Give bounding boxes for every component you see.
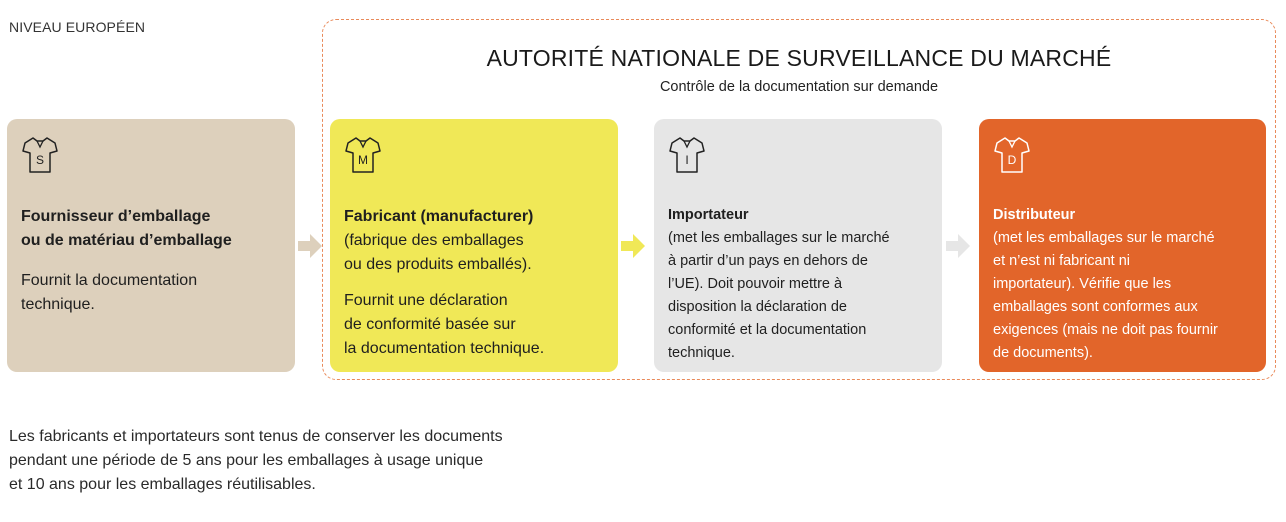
card-text-line: Fournit une déclaration (344, 292, 508, 309)
card-title-line: Importateur (668, 207, 749, 223)
footnote-line: Les fabricants et importateurs sont tenus de conserver les documents (9, 428, 503, 445)
card-text-line: (met les emballages sur le marché (993, 230, 1215, 246)
card-text-line: Fournit la documentation (21, 272, 198, 289)
card-text-line: emballages sont conformes aux (993, 299, 1198, 315)
card-text-line: de documents). (993, 345, 1093, 361)
shirt-icon (21, 135, 59, 175)
shirt-icon (668, 135, 706, 175)
card-title-line: Fournisseur d’emballage (21, 208, 211, 225)
card-text-line: exigences (mais ne doit pas fournir (993, 322, 1218, 338)
footnote (9, 425, 503, 497)
footnote-line: et 10 ans pour les emballages réutilisables. (9, 476, 316, 493)
arrow-right-icon (944, 232, 972, 260)
supplier-card (7, 119, 295, 372)
distributor-card (979, 119, 1266, 372)
card-text-line: technique. (21, 296, 95, 313)
arrow-right-icon (296, 232, 324, 260)
card-title-line: ou de matériau d’emballage (21, 232, 232, 249)
card-text-line: (fabrique des emballages (344, 232, 524, 249)
footnote-line: pendant une période de 5 ans pour les emballages à usage unique (9, 452, 484, 469)
authority-subtitle: Contrôle de la documentation sur demande (659, 79, 939, 95)
card-text-line: la documentation technique. (344, 340, 545, 357)
card-text-line: l’UE). Doit pouvoir mettre à (668, 276, 843, 292)
card-text-line: conformité et la documentation (668, 322, 867, 338)
level-label: NIVEAU EUROPÉEN (9, 19, 146, 35)
manufacturer-card (330, 119, 618, 372)
card-text-line: et n’est ni fabricant ni (993, 253, 1131, 269)
shirt-letter: M (358, 153, 368, 167)
arrow-right-icon (619, 232, 647, 260)
shirt-letter: I (685, 153, 689, 167)
card-text-line: (met les emballages sur le marché (668, 230, 890, 246)
card-text-line: technique. (668, 345, 735, 361)
card-text-line: disposition la déclaration de (668, 299, 847, 315)
card-title-line: Distributeur (993, 207, 1076, 223)
card-text-line: de conformité basée sur (344, 316, 516, 333)
shirt-icon (993, 135, 1031, 175)
card-text-line: importateur). Vérifie que les (993, 276, 1172, 292)
card-title-line: Fabricant (manufacturer) (344, 208, 534, 225)
shirt-letter: D (1007, 153, 1017, 167)
shirt-icon (344, 135, 382, 175)
shirt-letter: S (35, 153, 45, 167)
importer-card (654, 119, 942, 372)
card-text-line: ou des produits emballés). (344, 256, 532, 273)
card-text-line: à partir d’un pays en dehors de (668, 253, 868, 269)
authority-title: AUTORITÉ NATIONALE DE SURVEILLANCE DU MARCHÉ (486, 45, 1112, 71)
